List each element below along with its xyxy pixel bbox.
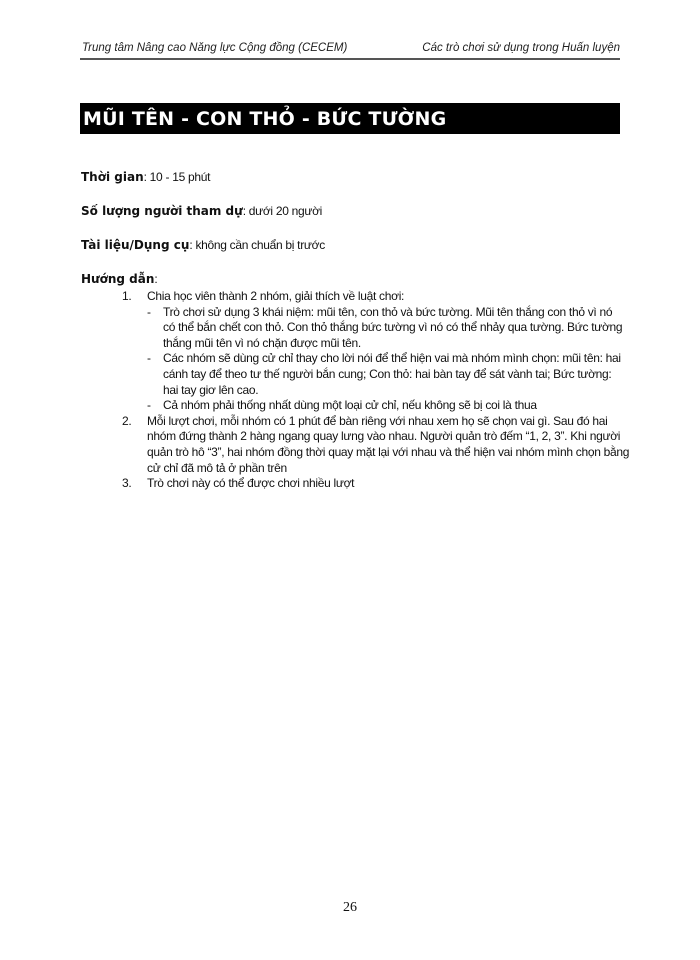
list-number: 2. [122, 413, 132, 428]
field-participants [81, 204, 322, 218]
list-number: 1. [122, 289, 132, 303]
page-header [82, 42, 620, 54]
header-right: Các trò chơi sử dụng trong Huấn luyện [422, 42, 620, 54]
field-label: Tài liệu/Dụng cụ [81, 238, 190, 252]
field-time [81, 170, 210, 184]
page-title: MŨI TÊN - CON THỎ - BỨC TƯỜNG [80, 103, 620, 134]
list-item [0, 289, 700, 305]
field-materials [81, 238, 325, 252]
bullet-item [0, 305, 700, 352]
text-line: Trò chơi sử dụng 3 khái niệm: mũi tên, con thỏ và bức tường. Mũi tên thắng con thỏ vì nó [163, 304, 613, 319]
list-number: 3. [122, 476, 132, 491]
page-number: 26 [343, 900, 357, 915]
field-label: Thời gian [81, 170, 144, 184]
header-divider [80, 58, 620, 60]
field-label: Hướng dẫn [81, 272, 155, 286]
text-line: quản trò hô “3”, hai nhóm đồng thời quay mặt lại với nhau và thể hiện vai nhóm mình chọn bằng [147, 444, 630, 459]
bullet-text [163, 305, 700, 352]
bullet-item [0, 351, 700, 398]
text-line: có thể bắn chết con thỏ. Con thỏ thắng bức tường vì nó có thể nhảy qua tường. Bức tường [163, 320, 623, 335]
field-value: : 10 - 15 phút [143, 170, 211, 184]
text-line: thắng mũi tên vì nó chặn được mũi tên. [163, 335, 361, 350]
list-text [147, 476, 700, 492]
text-line: cánh tay để theo tư thế người bắn cung; Con thỏ: hai bàn tay để sát vành tai; Bức tường: [163, 366, 612, 381]
list-item [0, 476, 700, 492]
field-value: : dưới 20 người [242, 204, 323, 218]
dash-bullet: - [147, 398, 151, 413]
field-value: : [154, 272, 158, 286]
text-line: Chia học viên thành 2 nhóm, giải thích về luật chơi: [147, 289, 405, 303]
text-line: Trò chơi này có thể được chơi nhiều lượt [147, 476, 355, 491]
field-value: : không cần chuẩn bị trước [189, 238, 325, 252]
list-text [147, 289, 700, 305]
text-line: Cả nhóm phải thống nhất dùng một loại cử chỉ, nếu không sẽ bị coi là thua [163, 398, 537, 413]
dash-bullet: - [147, 304, 151, 319]
bullet-text [163, 351, 700, 398]
text-line: Các nhóm sẽ dùng cử chỉ thay cho lời nói để thể hiện vai mà nhóm mình chọn: mũi tên: hai [163, 351, 621, 366]
instruction-list [0, 289, 700, 492]
bullet-item [0, 398, 700, 414]
bullet-text [163, 398, 700, 414]
text-line: Mỗi lượt chơi, mỗi nhóm có 1 phút để bàn riêng với nhau xem họ sẽ chọn vai gì. Sau đó hai [147, 413, 608, 428]
text-line: cử chỉ đã mô tả ở phần trên [147, 460, 287, 475]
text-line: nhóm đứng thành 2 hàng ngang quay lưng vào nhau. Người quản trò đếm “1, 2, 3”. Khi người [147, 429, 621, 444]
header-left: Trung tâm Nâng cao Năng lực Cộng đồng (CECEM) [82, 42, 348, 54]
text-line: hai tay giơ lên cao. [163, 382, 259, 397]
field-instructions [81, 272, 157, 286]
list-text [147, 414, 700, 476]
field-label: Số lượng người tham dự [81, 204, 243, 218]
list-item [0, 414, 700, 476]
dash-bullet: - [147, 351, 151, 366]
